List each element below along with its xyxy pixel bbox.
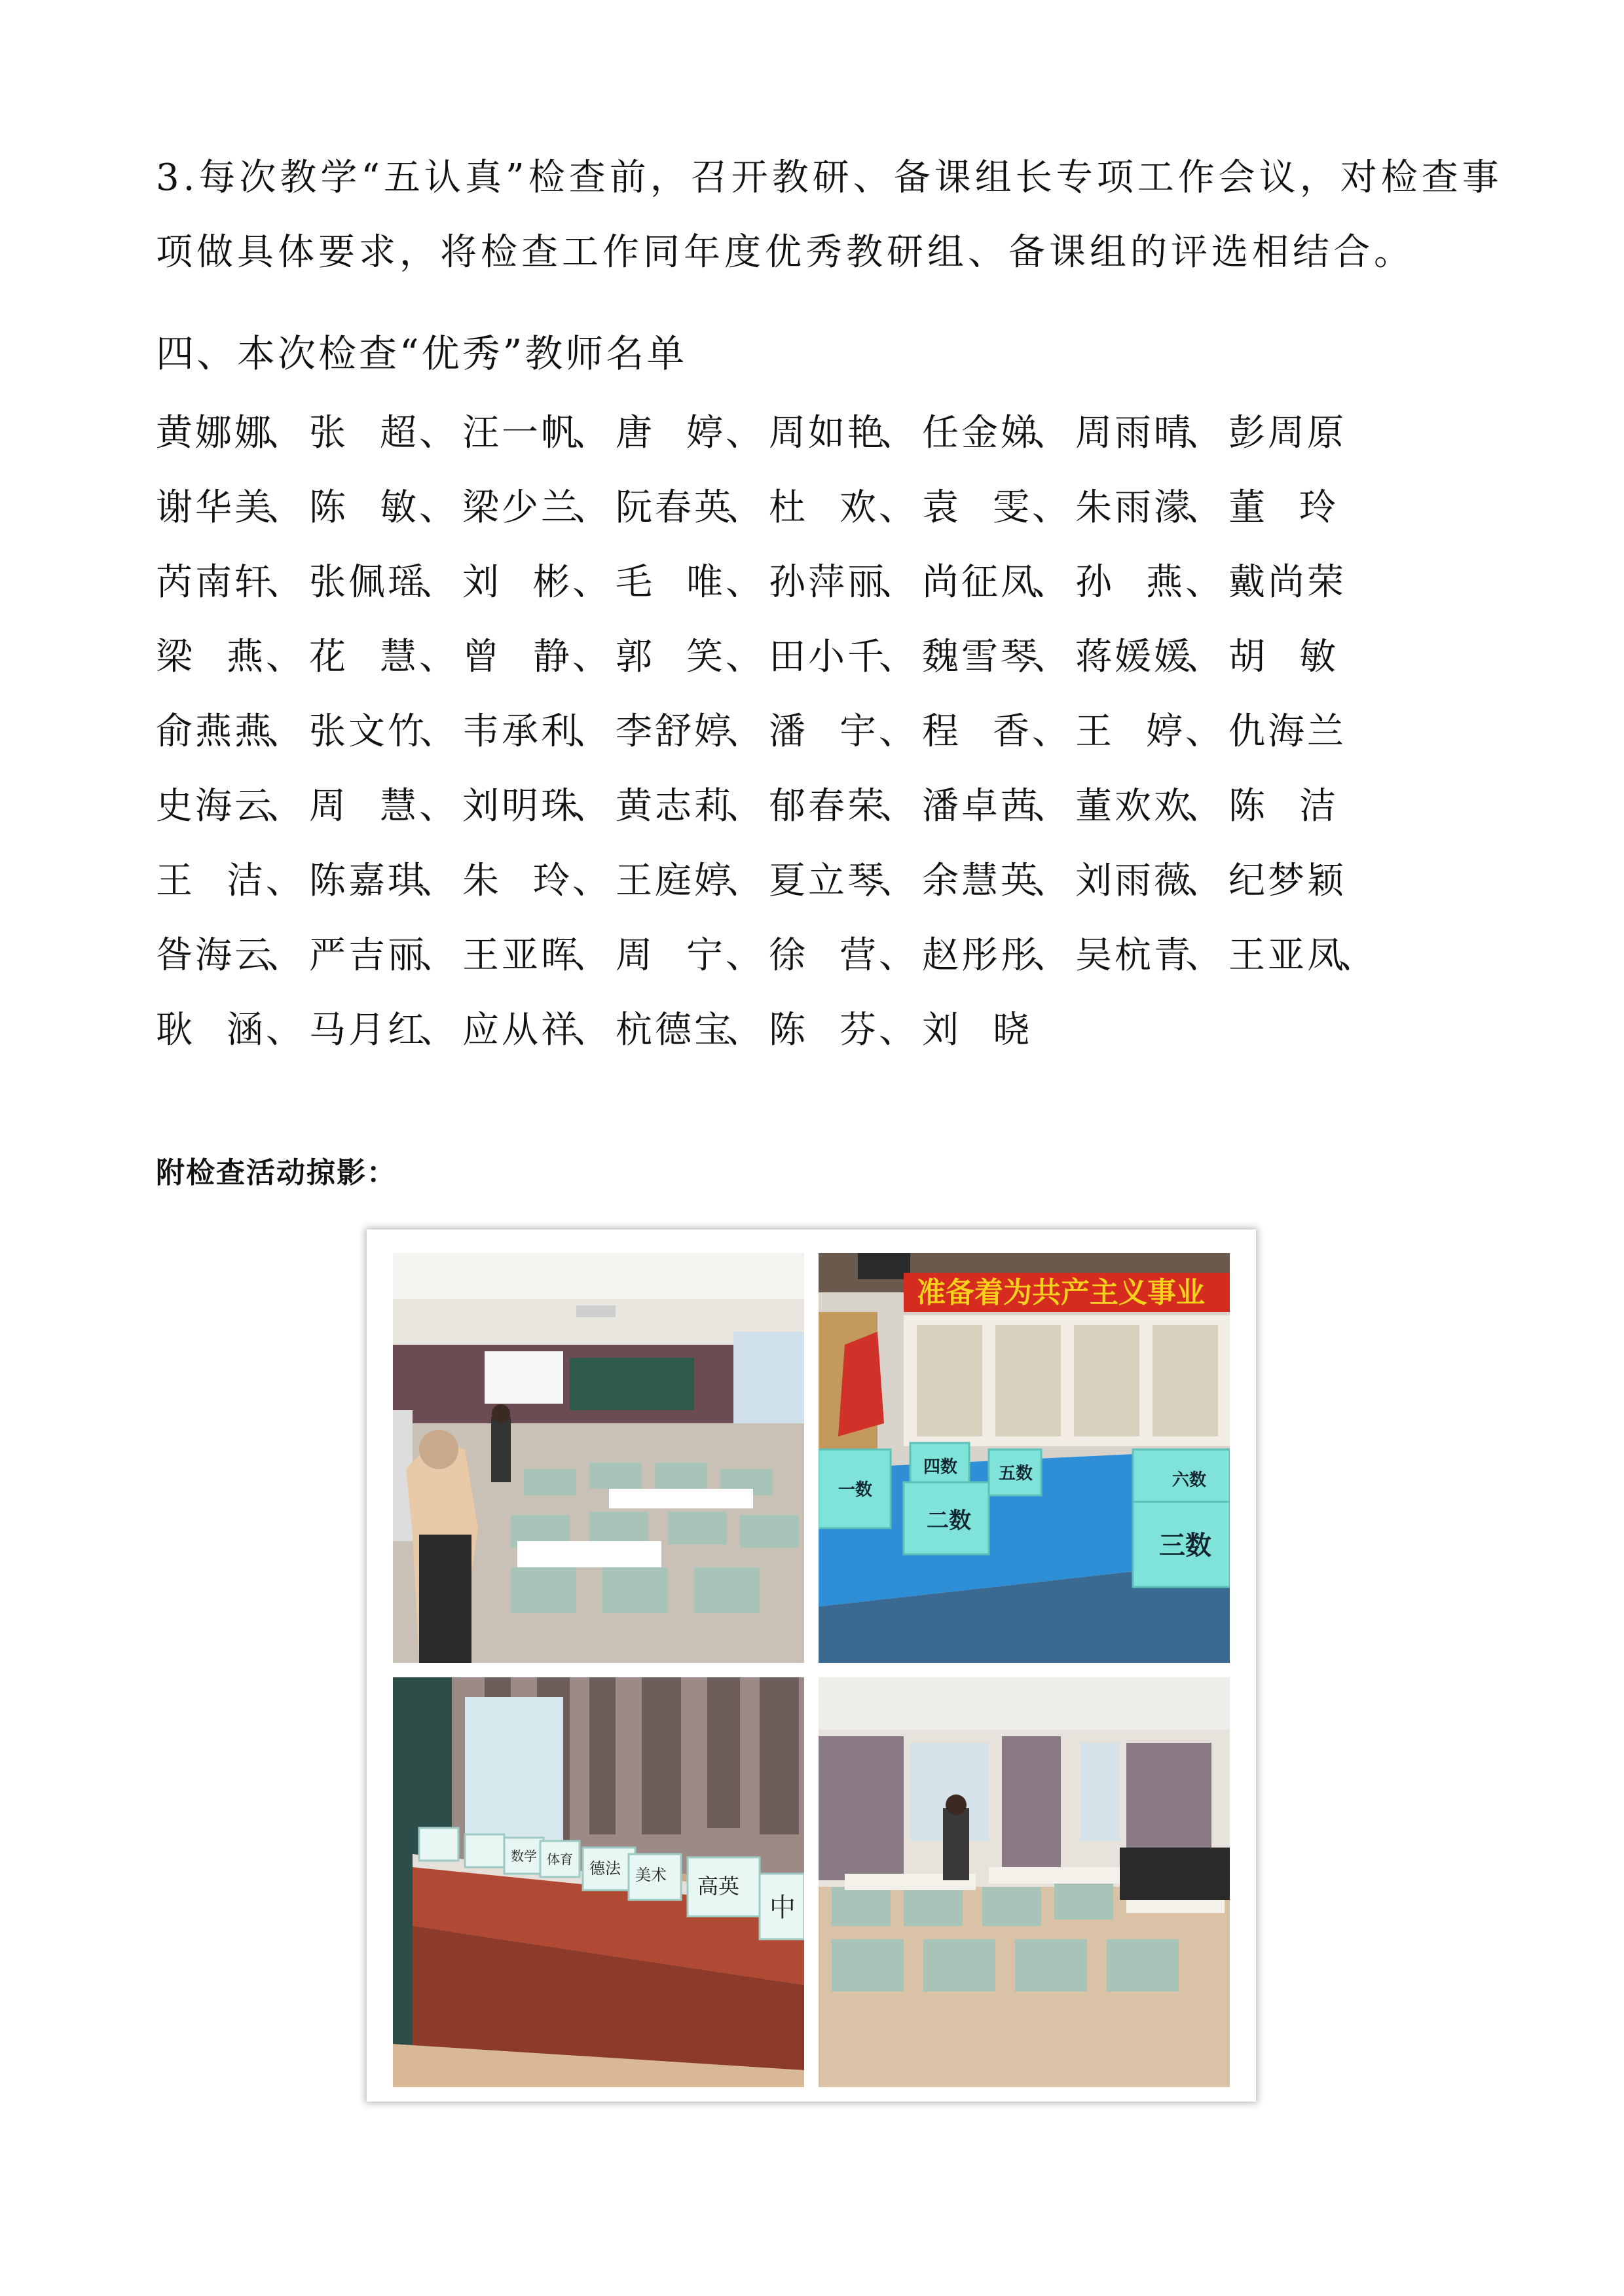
name-separator: 、 [879, 561, 918, 604]
teacher-name: 蒋媛媛 [1075, 636, 1193, 678]
photo-classroom-teacher [393, 1253, 804, 1663]
teacher-name: 王洁 [156, 860, 266, 902]
name-separator: 、 [1185, 412, 1225, 454]
teacher-name: 王庭婷 [616, 860, 733, 902]
name-separator: 、 [879, 412, 918, 454]
name-separator: 、 [419, 785, 458, 828]
name-separator: 、 [572, 860, 612, 902]
name-separator: 、 [572, 934, 612, 977]
teacher-name: 汪一帆 [462, 412, 580, 454]
teacher-name: 郭笑 [616, 636, 726, 678]
teacher-name: 孙燕 [1075, 561, 1185, 604]
name-separator: 、 [266, 934, 305, 977]
name-separator: 、 [726, 636, 765, 678]
teacher-name: 吴杭青 [1075, 934, 1193, 977]
name-row [156, 620, 1466, 695]
teacher-name-list [156, 396, 1466, 1068]
teacher-name: 程香 [922, 710, 1032, 753]
photo-caption: 附检查活动掠影： [156, 1156, 397, 1190]
name-separator: 、 [879, 486, 918, 529]
teacher-name: 纪梦颖 [1228, 860, 1346, 902]
teacher-name: 陈芬 [769, 1009, 879, 1051]
name-row [156, 471, 1466, 545]
name-separator: 、 [419, 934, 458, 977]
teacher-name: 张超 [309, 412, 419, 454]
name-separator: 、 [726, 1009, 765, 1051]
name-separator: 、 [726, 785, 765, 828]
teacher-name: 戴尚荣 [1228, 561, 1346, 604]
name-separator: 、 [1185, 785, 1225, 828]
name-separator: 、 [572, 486, 612, 529]
section-4-heading: 四、本次检查“优秀”教师名单 [156, 331, 688, 376]
teacher-name: 董欢欢 [1075, 785, 1193, 828]
teacher-name: 阮春英 [616, 486, 733, 529]
name-separator: 、 [879, 934, 918, 977]
name-separator: 、 [266, 486, 305, 529]
name-row [156, 993, 1466, 1068]
name-separator: 、 [726, 561, 765, 604]
teacher-name: 陈嘉琪 [309, 860, 427, 902]
name-separator: 、 [1185, 710, 1225, 753]
teacher-name: 刘明珠 [462, 785, 580, 828]
name-row [156, 695, 1466, 769]
name-separator: 、 [1032, 785, 1071, 828]
teacher-name: 杭德宝 [616, 1009, 733, 1051]
name-separator: 、 [572, 1009, 612, 1051]
name-separator: 、 [1185, 860, 1225, 902]
teacher-name: 唐婷 [616, 412, 726, 454]
name-separator: 、 [1185, 934, 1225, 977]
teacher-name: 朱玲 [462, 860, 572, 902]
teacher-name: 陈敏 [309, 486, 419, 529]
name-separator: 、 [572, 636, 612, 678]
name-separator: 、 [419, 561, 458, 604]
teacher-name: 梁燕 [156, 636, 266, 678]
name-separator: 、 [419, 860, 458, 902]
bin-label-4: 六数 [1172, 1470, 1207, 1490]
name-separator: 、 [879, 636, 918, 678]
paragraph-3 [156, 141, 1503, 290]
bin-label-3: 五数 [999, 1464, 1033, 1484]
teacher-name: 周慧 [309, 785, 419, 828]
teacher-name: 潘宇 [769, 710, 879, 753]
name-separator: 、 [572, 561, 612, 604]
name-separator: 、 [419, 710, 458, 753]
photo-collage [367, 1230, 1256, 2102]
teacher-name: 张佩瑶 [309, 561, 427, 604]
bin-label-morality: 德法 [589, 1859, 621, 1878]
bin-label-6: 三数 [1159, 1530, 1211, 1561]
name-separator: 、 [879, 860, 918, 902]
teacher-name: 夏立琴 [769, 860, 887, 902]
name-separator: 、 [419, 636, 458, 678]
teacher-name: 徐营 [769, 934, 879, 977]
name-separator: 、 [1032, 710, 1071, 753]
teacher-name: 史海云 [156, 785, 274, 828]
teacher-name: 彭周原 [1228, 412, 1346, 454]
name-separator: 、 [266, 785, 305, 828]
teacher-name: 田小千 [769, 636, 887, 678]
teacher-name: 袁雯 [922, 486, 1032, 529]
teacher-name: 严吉丽 [309, 934, 427, 977]
name-separator: 、 [1032, 934, 1071, 977]
name-separator: 、 [726, 860, 765, 902]
name-separator: 、 [726, 486, 765, 529]
teacher-name: 余慧英 [922, 860, 1040, 902]
teacher-name: 李舒婷 [616, 710, 733, 753]
name-separator: 、 [726, 934, 765, 977]
name-separator: 、 [572, 412, 612, 454]
name-separator: 、 [726, 710, 765, 753]
bin-label-english: 高英 [697, 1874, 740, 1899]
teacher-name: 谢华美 [156, 486, 274, 529]
teacher-name: 刘晓 [922, 1009, 1032, 1051]
teacher-name: 尚征凤 [922, 561, 1040, 604]
bin-label-art: 美术 [635, 1866, 667, 1884]
teacher-name: 毛唯 [616, 561, 726, 604]
bin-label-pe: 体育 [547, 1851, 573, 1867]
teacher-name: 魏雪琴 [922, 636, 1040, 678]
teacher-name: 王婷 [1075, 710, 1185, 753]
name-separator: 、 [1185, 486, 1225, 529]
teacher-name: 刘彬 [462, 561, 572, 604]
teacher-name: 俞燕燕 [156, 710, 274, 753]
teacher-name: 应从祥 [462, 1009, 580, 1051]
teacher-name: 刘雨薇 [1075, 860, 1193, 902]
teacher-name: 黄娜娜 [156, 412, 274, 454]
paragraph-3-line-2: 项做具体要求，将检查工作同年度优秀教研组、备课组的评选相结合。 [156, 231, 1414, 274]
name-separator: 、 [1185, 636, 1225, 678]
name-separator: 、 [1032, 561, 1071, 604]
bin-label-middle: 中 [769, 1893, 796, 1923]
teacher-name: 陈洁 [1228, 785, 1338, 828]
teacher-name: 杜欢 [769, 486, 879, 529]
teacher-name: 张文竹 [309, 710, 427, 753]
bin-label-5: 二数 [927, 1508, 971, 1534]
name-separator: 、 [266, 636, 305, 678]
bin-label-2: 四数 [923, 1457, 958, 1477]
name-row [156, 919, 1466, 993]
teacher-name: 周如艳 [769, 412, 887, 454]
teacher-name: 马月红 [309, 1009, 427, 1051]
name-separator: 、 [1032, 860, 1071, 902]
name-separator: 、 [1185, 561, 1225, 604]
photo-table-bins [819, 1253, 1230, 1663]
name-separator: 、 [419, 486, 458, 529]
teacher-name: 潘卓茜 [922, 785, 1040, 828]
name-separator: 、 [266, 1009, 305, 1051]
name-separator: 、 [419, 412, 458, 454]
name-separator: 、 [266, 860, 305, 902]
teacher-name: 董玲 [1228, 486, 1338, 529]
teacher-name: 芮南轩 [156, 561, 274, 604]
teacher-name: 昝海云 [156, 934, 274, 977]
name-separator: 、 [572, 710, 612, 753]
banner-text: 准备着为共产主义事业 [917, 1276, 1205, 1309]
teacher-name: 周雨晴 [1075, 412, 1193, 454]
teacher-name: 任金娣 [922, 412, 1040, 454]
teacher-name: 朱雨濛 [1075, 486, 1193, 529]
name-row [156, 396, 1466, 471]
bin-label-math: 数学 [511, 1848, 537, 1864]
teacher-name: 胡敏 [1228, 636, 1338, 678]
name-separator: 、 [266, 561, 305, 604]
name-separator: 、 [572, 785, 612, 828]
name-separator: 、 [726, 412, 765, 454]
teacher-name: 赵彤彤 [922, 934, 1040, 977]
teacher-name: 周宁 [616, 934, 726, 977]
name-separator: 、 [1338, 934, 1378, 977]
name-row [156, 545, 1466, 620]
paragraph-3-line-1: 3.每次教学“五认真”检查前，召开教研、备课组长专项工作会议，对检查事 [156, 156, 1503, 199]
name-row [156, 769, 1466, 844]
name-separator: 、 [1032, 636, 1071, 678]
bin-label-1: 一数 [838, 1480, 873, 1500]
name-row [156, 844, 1466, 919]
teacher-name: 孙萍丽 [769, 561, 887, 604]
name-separator: 、 [879, 1009, 918, 1051]
teacher-name: 曾静 [462, 636, 572, 678]
teacher-name: 韦承利 [462, 710, 580, 753]
name-separator: 、 [879, 785, 918, 828]
teacher-name: 郁春荣 [769, 785, 887, 828]
name-separator: 、 [419, 1009, 458, 1051]
name-separator: 、 [879, 710, 918, 753]
teacher-name: 耿涵 [156, 1009, 266, 1051]
name-separator: 、 [1032, 486, 1071, 529]
photo-wooden-table-bins [393, 1677, 804, 2087]
teacher-name: 王亚晖 [462, 934, 580, 977]
teacher-name: 王亚凤 [1228, 934, 1346, 977]
name-separator: 、 [266, 412, 305, 454]
name-separator: 、 [266, 710, 305, 753]
teacher-name: 黄志莉 [616, 785, 733, 828]
teacher-name: 仇海兰 [1228, 710, 1346, 753]
teacher-name: 梁少兰 [462, 486, 580, 529]
teacher-name: 花慧 [309, 636, 419, 678]
name-separator: 、 [1032, 412, 1071, 454]
photo-classroom-desks [819, 1677, 1230, 2087]
